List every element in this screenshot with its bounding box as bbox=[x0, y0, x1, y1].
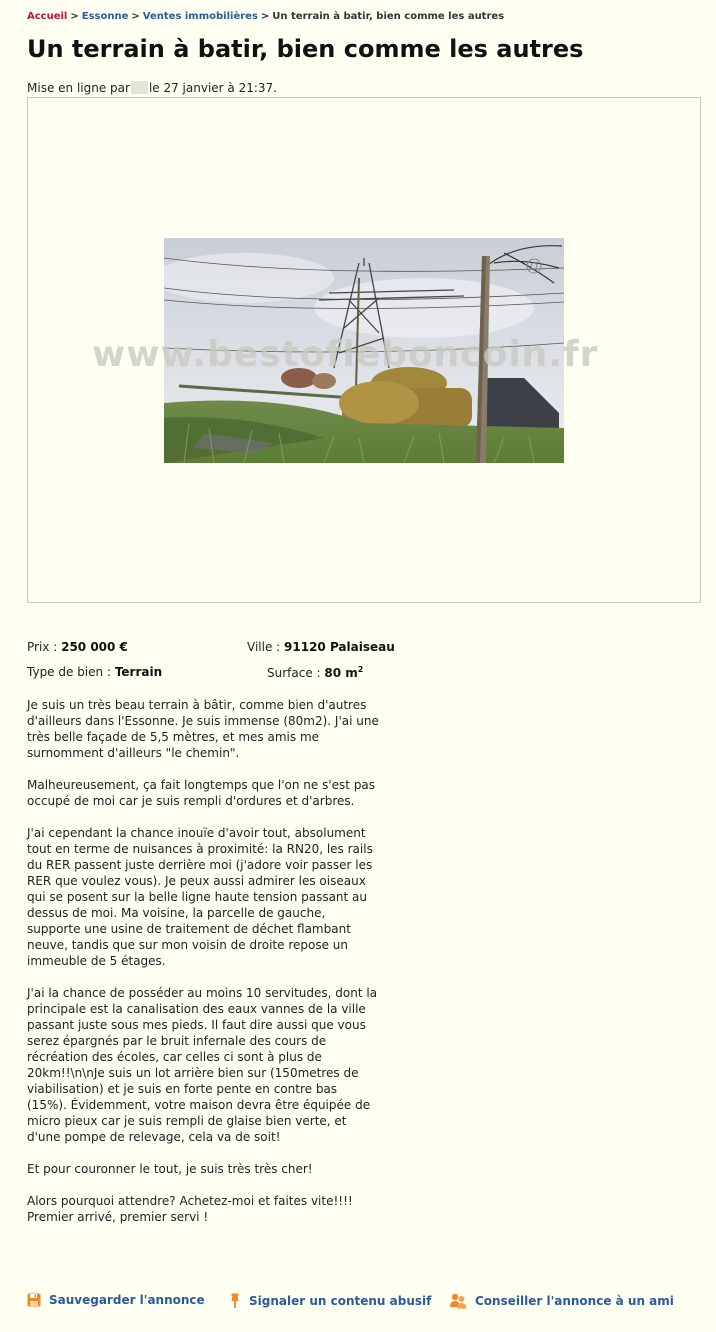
report-abuse-link[interactable] bbox=[229, 1293, 431, 1309]
description-paragraph: J'ai la chance de posséder au moins 10 servitudes, dont la principale est la canalisation des eaux vannes de la ville passant juste sous mes pieds. Il faut dire aussi que vous serez épargnés par le bruit infernale des cours de récréation des écoles, car celles ci sont à plus de 20km!!\n\nJe suis un lot arrière bien sur (150metres de viabilisation) et je suis en forte pente en contre bas (15%). Évidemment, votre maison devra être équipée de micro pieux car je suis rempli de glaise bien verte, et d'une pompe de relevage, cela va de soit! bbox=[27, 986, 378, 1144]
city-label: Ville : bbox=[247, 640, 281, 654]
ad-photo-frame bbox=[27, 97, 701, 603]
surface-label: Surface : bbox=[267, 666, 321, 680]
description-paragraph: Je suis un très beau terrain à bâtir, comme bien d'autres d'ailleurs dans l'Essonne. Je suis immense (80m2). J'ai une très belle façade de 5,5 mètres, et mes amis me surnomment d'ailleurs "le chemin". bbox=[27, 698, 379, 760]
breadcrumb-link-essonne[interactable]: Essonne bbox=[81, 11, 129, 22]
save-ad-label: Sauvegarder l'annonce bbox=[49, 1293, 205, 1307]
users-icon bbox=[450, 1293, 467, 1309]
city-field bbox=[247, 640, 395, 654]
description-paragraph: Et pour couronner le tout, je suis très très cher! bbox=[27, 1162, 313, 1176]
page-title: Un terrain à batir, bien comme les autres bbox=[27, 35, 584, 63]
description-paragraph: Malheureusement, ça fait longtemps que l'on ne s'est pas occupé de moi car je suis rempli d'ordures et d'arbres. bbox=[27, 778, 376, 808]
posted-info bbox=[27, 81, 277, 95]
save-ad-link[interactable] bbox=[27, 1293, 205, 1307]
surface-value: 80 m bbox=[324, 666, 358, 680]
description-paragraph: Alors pourquoi attendre? Achetez-moi et faites vite!!!! Premier arrivé, premier servi ! bbox=[27, 1194, 353, 1224]
floppy-disk-icon bbox=[27, 1293, 41, 1307]
breadcrumb-separator: > bbox=[131, 11, 140, 22]
property-type-value: Terrain bbox=[114, 665, 163, 679]
pushpin-icon bbox=[229, 1293, 241, 1309]
share-with-friend-label: Conseiller l'annonce à un ami bbox=[475, 1294, 674, 1308]
ad-description bbox=[27, 697, 379, 1241]
breadcrumb-home-link[interactable]: Accueil bbox=[27, 11, 68, 22]
report-abuse-label: Signaler un contenu abusif bbox=[249, 1294, 432, 1308]
surface-field bbox=[267, 665, 363, 680]
breadcrumb-separator: > bbox=[260, 11, 270, 22]
posted-date: le 27 janvier à 21:37. bbox=[148, 81, 277, 95]
breadcrumb-current: Un terrain à batir, bien comme les autres bbox=[272, 11, 505, 22]
photo-watermark: www.bestofleboncoin.fr bbox=[92, 334, 599, 375]
city-value: 91120 Palaiseau bbox=[284, 640, 395, 654]
price-value: 250 000 € bbox=[61, 640, 128, 654]
surface-exponent: 2 bbox=[357, 665, 364, 674]
breadcrumb-link-ventes-immobilieres[interactable]: Ventes immobilières bbox=[142, 11, 258, 22]
posted-prefix: Mise en ligne par bbox=[27, 81, 130, 95]
description-paragraph: J'ai cependant la chance inouïe d'avoir tout, absolument tout en terme de nuisances à proximité: la RN20, les rails du RER passent juste derrière moi (j'adore voir passer les RER que voulez vous). Je peux aussi admirer les oiseaux qui se posent sur la belle ligne haute tension passant au dessus de moi. Ma voisine, la parcelle de gauche, supporte une usine de traitement de déchet flambant neuve, tandis que sur mon voisin de droite repose un immeuble de 5 étages. bbox=[27, 826, 373, 968]
price-label: Prix : bbox=[27, 640, 58, 654]
breadcrumb bbox=[27, 11, 504, 22]
author-name-blurred bbox=[131, 81, 148, 94]
property-type-field bbox=[27, 665, 162, 679]
share-with-friend-link[interactable] bbox=[450, 1293, 674, 1309]
breadcrumb-separator: > bbox=[70, 11, 79, 22]
property-type-label: Type de bien : bbox=[27, 665, 111, 679]
price-field bbox=[27, 640, 128, 654]
